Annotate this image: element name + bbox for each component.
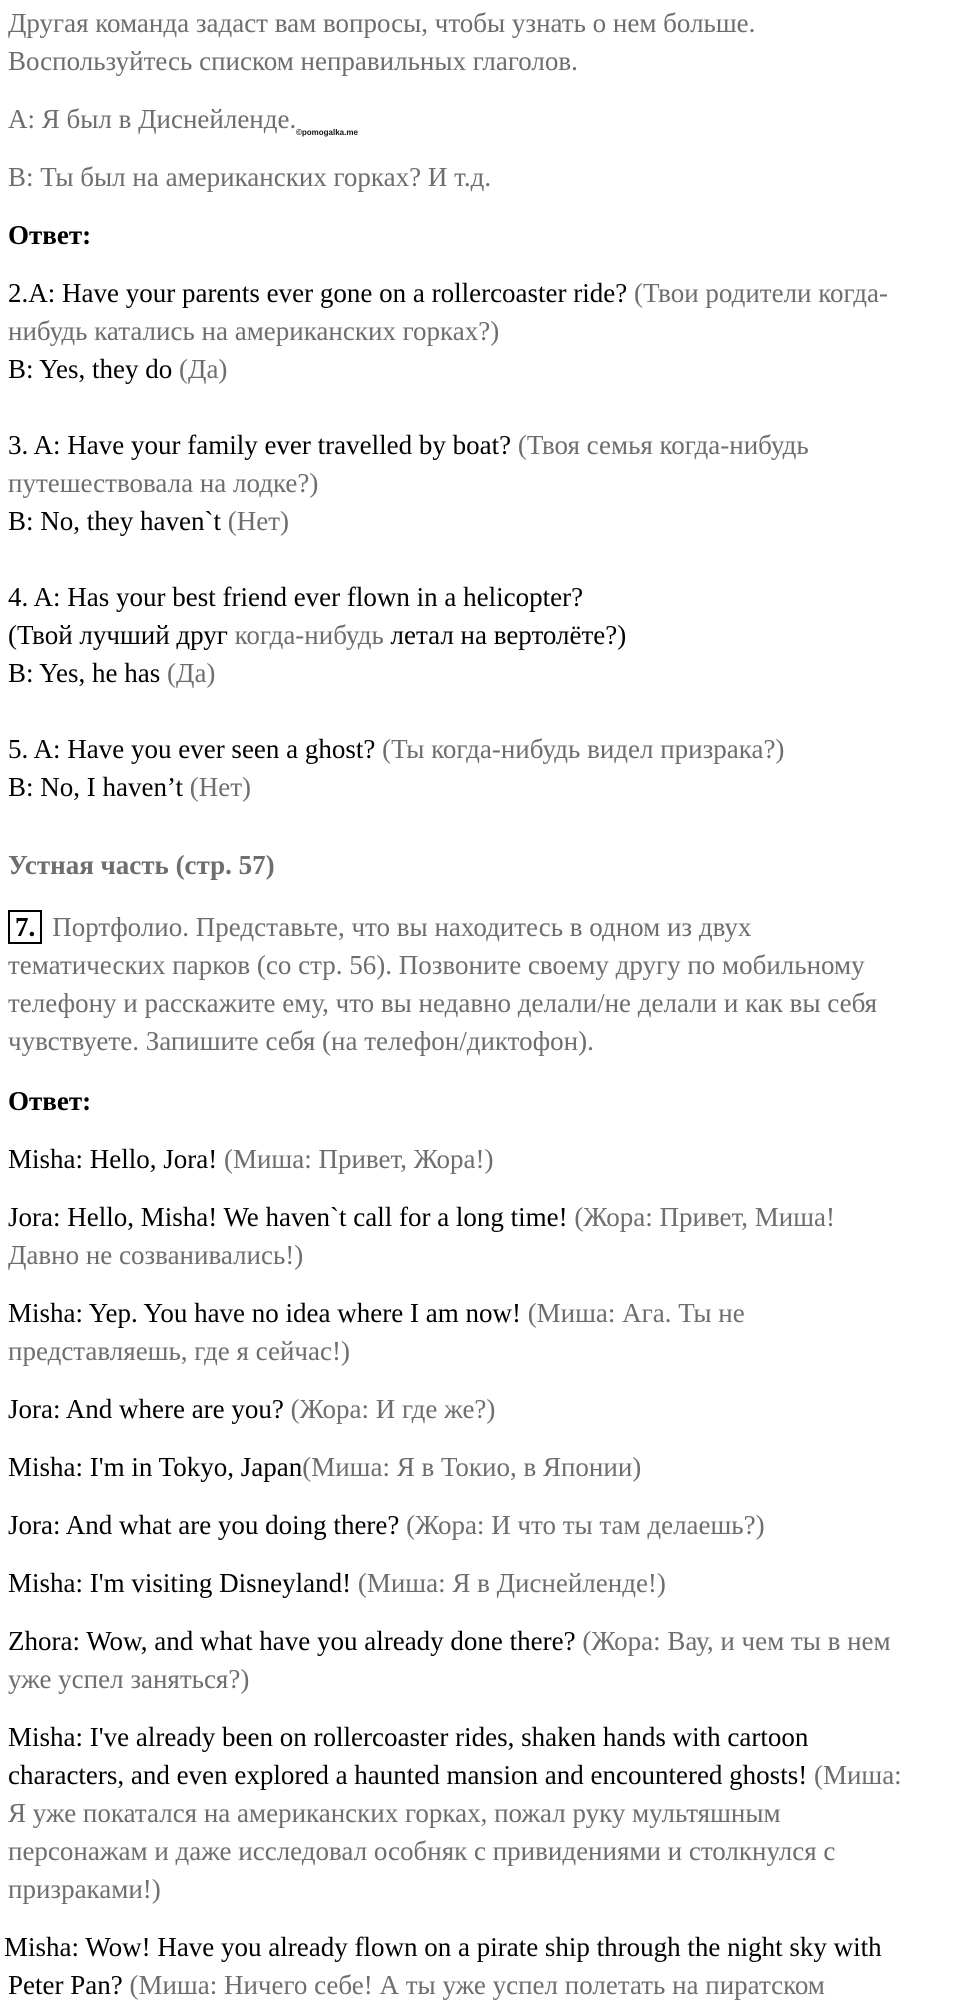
dialogue-line-6: Jora: And what are you doing there? (Жора: И что ты там делаешь?) (8, 1510, 765, 1540)
dialogue-line-3: Misha: Yep. You have no idea where I am now! (Миша: Ага. Ты не (8, 1298, 745, 1328)
qa-4-answer: B: Yes, he has (Да) (8, 658, 216, 688)
dialogue-line-2-cont: Давно не созванивались!) (8, 1240, 304, 1270)
qa-2-question: 2.A: Have your parents ever gone on a rollercoaster ride? (Твои родители когда- (8, 278, 888, 308)
qa-5-question: 5. A: Have you ever seen a ghost? (Ты когда-нибудь видел призрака?) (8, 734, 785, 764)
dialogue-line-5: Misha: I'm in Tokyo, Japan(Миша: Я в Токио, в Японии) (8, 1452, 642, 1482)
dialogue-line-3-cont: представляешь, где я сейчас!) (8, 1336, 350, 1366)
qa-3-answer: B: No, they haven`t (Нет) (8, 506, 289, 536)
task-number: 7. (8, 910, 42, 944)
dialogue-line-10-cont: Peter Pan? (Миша: Ничего себе! А ты уже успел полетать на пиратском (8, 1970, 825, 2000)
dialogue-line-2: Jora: Hello, Misha! We haven`t call for a long time! (Жора: Привет, Миша! (8, 1202, 835, 1232)
qa-2-question-translation: нибудь катались на американских горках?) (8, 316, 500, 346)
task-line-1: 7. Портфолио. Представьте, что вы находитесь в одном из двух (8, 908, 953, 946)
example-b: B: Ты был на американских горках? И т.д. (8, 162, 492, 192)
qa-2-answer: B: Yes, they do (Да) (8, 354, 228, 384)
example-a: A: Я был в Диснейленде. (8, 104, 297, 134)
watermark: ©pomogalka.me (296, 128, 358, 137)
dialogue-line-10: Misha: Wow! Have you already flown on a pirate ship through the night sky with (4, 1932, 882, 1962)
dialogue-line-9: Misha: I've already been on rollercoaster rides, shaken hands with cartoon (8, 1722, 809, 1752)
intro-line-1: Другая команда задаст вам вопросы, чтобы узнать о нем больше. (8, 8, 756, 38)
answer-label-2: Ответ: (8, 1086, 92, 1116)
dialogue-line-9-ru-3: призраками!) (8, 1874, 161, 1904)
dialogue-line-1: Misha: Hello, Jora! (Миша: Привет, Жора!) (8, 1144, 494, 1174)
dialogue-line-9-ru-1: Я уже покатался на американских горках, пожал руку мультяшным (8, 1798, 781, 1828)
task-line-3: телефону и расскажите ему, что вы недавно делали/не делали и как вы себя (8, 988, 878, 1018)
dialogue-line-8-cont: уже успел заняться?) (8, 1664, 250, 1694)
answer-label: Ответ: (8, 220, 92, 250)
dialogue-line-9-cont: characters, and even explored a haunted mansion and encountered ghosts! (Миша: (8, 1760, 902, 1790)
task-line-2: тематических парков (со стр. 56). Позвоните своему другу по мобильному (8, 950, 865, 980)
qa-4-question: 4. A: Has your best friend ever flown in a helicopter? (8, 582, 584, 612)
qa-3-question: 3. A: Have your family ever travelled by boat? (Твоя семья когда-нибудь (8, 430, 809, 460)
dialogue-line-8: Zhora: Wow, and what have you already done there? (Жора: Вау, и чем ты в нем (8, 1626, 891, 1656)
intro-line-2: Воспользуйтесь списком неправильных глаголов. (8, 46, 578, 76)
section-title: Устная часть (стр. 57) (8, 850, 275, 880)
qa-3-question-translation: путешествовала на лодке?) (8, 468, 319, 498)
qa-5-answer: B: No, I haven’t (Нет) (8, 772, 251, 802)
dialogue-line-4: Jora: And where are you? (Жора: И где же?) (8, 1394, 496, 1424)
dialogue-line-9-ru-2: персонажам и даже исследовал особняк с привидениями и столкнулся с (8, 1836, 836, 1866)
task-line-4: чувствуете. Запишите себя (на телефон/диктофон). (8, 1026, 594, 1056)
qa-4-question-translation: (Твой лучший друг когда-нибудь летал на вертолёте?) (8, 620, 627, 650)
dialogue-line-7: Misha: I'm visiting Disneyland! (Миша: Я в Диснейленде!) (8, 1568, 666, 1598)
